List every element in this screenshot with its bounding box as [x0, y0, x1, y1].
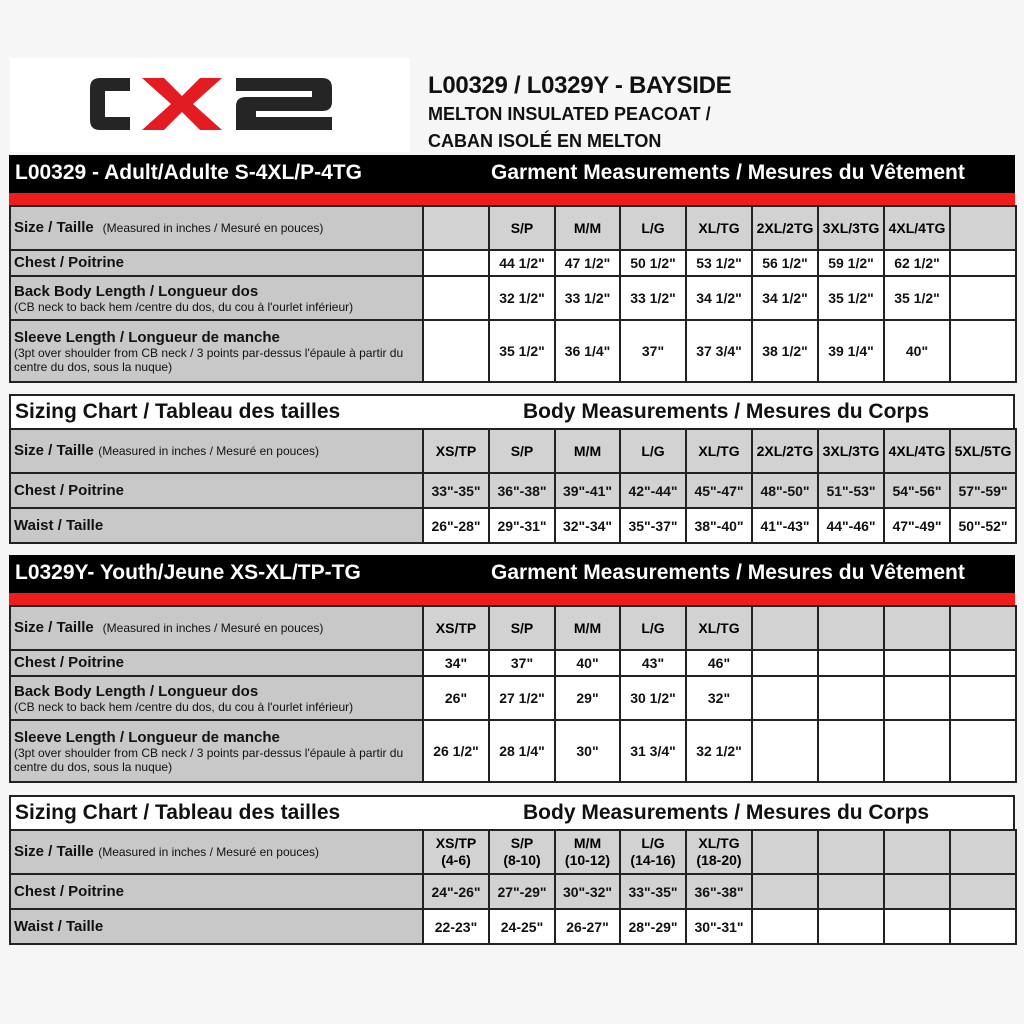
value-cell: 29"-31" — [489, 508, 555, 543]
value-cell — [752, 720, 818, 782]
size-cell: 2XL/2TG — [752, 429, 818, 473]
value-cell: 27"-29" — [489, 874, 555, 909]
value-cell: 32"-34" — [555, 508, 620, 543]
size-cell: 3XL/3TG — [818, 206, 884, 250]
row-note: (3pt over shoulder from CB neck / 3 points par-dessus l'épaule à partir du — [14, 345, 404, 360]
value-cell: 57"-59" — [950, 473, 1016, 508]
size-cell: 2XL/2TG — [752, 206, 818, 250]
value-cell: 31 3/4" — [620, 720, 686, 782]
value-cell — [950, 250, 1016, 276]
value-cell: 28 1/4" — [489, 720, 555, 782]
size-cell: 5XL/5TG — [950, 429, 1016, 473]
value-cell: 30"-31" — [686, 909, 752, 944]
table-row — [10, 874, 1016, 909]
size-cell: XL/TG — [686, 429, 752, 473]
value-cell — [884, 909, 950, 944]
adult-garment-table — [9, 205, 1017, 383]
value-cell: 33 1/2" — [555, 276, 620, 320]
cx2-logo-icon — [86, 74, 338, 134]
youth-garment-title: L0329Y- Youth/Jeune XS-XL/TP-TG — [15, 561, 361, 584]
value-cell — [950, 874, 1016, 909]
row-label: Sleeve Length / Longueur de manche — [14, 728, 280, 746]
value-cell: 39 1/4" — [818, 320, 884, 382]
size-cell: 4XL/4TG — [884, 429, 950, 473]
row-label: Sleeve Length / Longueur de manche — [14, 328, 280, 346]
value-cell: 62 1/2" — [884, 250, 950, 276]
size-cell: L/G (14-16) — [620, 830, 686, 874]
size-cell: XS/TP — [423, 606, 489, 650]
size-cell — [950, 830, 1016, 874]
size-cell: XS/TP (4-6) — [423, 830, 489, 874]
value-cell: 29" — [555, 676, 620, 720]
value-cell — [752, 874, 818, 909]
value-cell: 38 1/2" — [752, 320, 818, 382]
value-cell: 36 1/4" — [555, 320, 620, 382]
value-cell — [818, 909, 884, 944]
product-subtitle-en: MELTON INSULATED PEACOAT / — [428, 104, 711, 124]
size-header-row — [10, 830, 1016, 874]
adult-garment-header — [9, 155, 1015, 193]
size-cell: XL/TG — [686, 206, 752, 250]
size-cell: M/M — [555, 606, 620, 650]
size-cell: L/G — [620, 206, 686, 250]
value-cell — [884, 676, 950, 720]
size-cell — [950, 206, 1016, 250]
value-cell: 26"-28" — [423, 508, 489, 543]
youth-body-title: Sizing Chart / Tableau des tailles — [15, 801, 341, 824]
youth-body-table — [9, 829, 1017, 945]
value-cell — [884, 874, 950, 909]
size-cell — [818, 830, 884, 874]
brand-logo — [10, 58, 410, 152]
value-cell — [423, 276, 489, 320]
youth-body-subtitle: Body Measurements / Mesures du Corps — [523, 801, 930, 824]
adult-body-table — [9, 428, 1017, 544]
size-cell — [884, 606, 950, 650]
size-header-row — [10, 429, 1016, 473]
value-cell: 36"-38" — [686, 874, 752, 909]
value-cell: 27 1/2" — [489, 676, 555, 720]
value-cell: 26 1/2" — [423, 720, 489, 782]
value-cell — [752, 676, 818, 720]
value-cell: 36"-38" — [489, 473, 555, 508]
value-cell: 32 1/2" — [686, 720, 752, 782]
size-cell — [818, 606, 884, 650]
size-cell: S/P — [489, 429, 555, 473]
value-cell: 46" — [686, 650, 752, 676]
value-cell — [950, 909, 1016, 944]
value-cell: 51"-53" — [818, 473, 884, 508]
value-cell: 43" — [620, 650, 686, 676]
youth-garment-subtitle: Garment Measurements / Mesures du Vêtement — [491, 561, 965, 584]
adult-garment-subtitle: Garment Measurements / Mesures du Vêtement — [491, 161, 965, 184]
row-label: Back Body Length / Longueur dos — [14, 682, 259, 700]
value-cell: 59 1/2" — [818, 250, 884, 276]
table-row — [10, 250, 1016, 276]
size-cell: XL/TG (18-20) — [686, 830, 752, 874]
youth-garment-table — [9, 605, 1017, 783]
size-cell: S/P — [489, 206, 555, 250]
size-cell — [950, 606, 1016, 650]
value-cell: 26-27" — [555, 909, 620, 944]
value-cell — [423, 320, 489, 382]
row-label: Chest / Poitrine — [14, 882, 125, 900]
value-cell: 34 1/2" — [686, 276, 752, 320]
value-cell: 44 1/2" — [489, 250, 555, 276]
product-subtitle-fr: CABAN ISOLÉ EN MELTON — [428, 131, 662, 151]
table-row — [10, 508, 1016, 543]
row-label: Chest / Poitrine — [14, 254, 125, 271]
value-cell: 47"-49" — [884, 508, 950, 543]
value-cell: 35 1/2" — [818, 276, 884, 320]
value-cell: 48"-50" — [752, 473, 818, 508]
value-cell: 28"-29" — [620, 909, 686, 944]
value-cell — [950, 676, 1016, 720]
value-cell — [423, 250, 489, 276]
size-cell: XS/TP — [423, 429, 489, 473]
value-cell — [884, 720, 950, 782]
value-cell — [950, 650, 1016, 676]
table-row — [10, 650, 1016, 676]
table-row — [10, 276, 1016, 320]
row-note: centre du dos, sous la nuque) — [14, 359, 173, 374]
value-cell: 26" — [423, 676, 489, 720]
size-cell: L/G — [620, 606, 686, 650]
value-cell: 34" — [423, 650, 489, 676]
size-header-row — [10, 606, 1016, 650]
row-label: Chest / Poitrine — [14, 654, 125, 671]
value-cell: 33 1/2" — [620, 276, 686, 320]
value-cell — [950, 320, 1016, 382]
size-cell — [752, 830, 818, 874]
size-label-cell: Size / Taille (Measured in inches / Mesuré en pouces) — [10, 830, 423, 874]
value-cell: 53 1/2" — [686, 250, 752, 276]
product-title: L00329 / L0329Y - BAYSIDE — [428, 72, 732, 99]
value-cell: 37" — [620, 320, 686, 382]
value-cell — [950, 276, 1016, 320]
value-cell — [752, 909, 818, 944]
size-cell: M/M — [555, 429, 620, 473]
value-cell: 44"-46" — [818, 508, 884, 543]
value-cell: 35 1/2" — [489, 320, 555, 382]
size-cell: 4XL/4TG — [884, 206, 950, 250]
value-cell: 32" — [686, 676, 752, 720]
adult-body-title: Sizing Chart / Tableau des tailles — [15, 400, 341, 423]
youth-garment-header — [9, 555, 1015, 593]
row-label: Waist / Taille — [14, 917, 104, 935]
value-cell — [950, 720, 1016, 782]
value-cell: 40" — [555, 650, 620, 676]
row-note: (CB neck to back hem /centre du dos, du cou à l'ourlet inférieur) — [14, 299, 354, 314]
value-cell — [818, 874, 884, 909]
table-row — [10, 720, 1016, 782]
value-cell — [818, 650, 884, 676]
row-note: centre du dos, sous la nuque) — [14, 759, 173, 774]
value-cell — [818, 676, 884, 720]
size-cell: M/M (10-12) — [555, 830, 620, 874]
value-cell: 50 1/2" — [620, 250, 686, 276]
value-cell — [818, 720, 884, 782]
value-cell: 22-23" — [423, 909, 489, 944]
size-cell — [423, 206, 489, 250]
value-cell: 30 1/2" — [620, 676, 686, 720]
size-cell — [752, 606, 818, 650]
size-label-cell: Size / Taille (Measured in inches / Mesuré en pouces) — [10, 206, 423, 250]
value-cell: 39"-41" — [555, 473, 620, 508]
size-cell: 3XL/3TG — [818, 429, 884, 473]
size-cell: S/P — [489, 606, 555, 650]
red-divider — [9, 593, 1015, 605]
size-label-cell: Size / Taille (Measured in inches / Mesuré en pouces) — [10, 606, 423, 650]
row-note: (3pt over shoulder from CB neck / 3 points par-dessus l'épaule à partir du — [14, 745, 404, 760]
row-label: Chest / Poitrine — [14, 481, 125, 499]
value-cell: 40" — [884, 320, 950, 382]
adult-garment-title: L00329 - Adult/Adulte S-4XL/P-4TG — [15, 161, 362, 184]
table-row — [10, 473, 1016, 508]
value-cell — [884, 650, 950, 676]
value-cell: 54"-56" — [884, 473, 950, 508]
size-cell: M/M — [555, 206, 620, 250]
size-cell: XL/TG — [686, 606, 752, 650]
value-cell: 56 1/2" — [752, 250, 818, 276]
value-cell: 33"-35" — [423, 473, 489, 508]
size-cell: S/P (8-10) — [489, 830, 555, 874]
value-cell: 37 3/4" — [686, 320, 752, 382]
value-cell: 35"-37" — [620, 508, 686, 543]
value-cell: 50"-52" — [950, 508, 1016, 543]
value-cell: 30" — [555, 720, 620, 782]
value-cell: 32 1/2" — [489, 276, 555, 320]
size-cell: L/G — [620, 429, 686, 473]
value-cell: 24-25" — [489, 909, 555, 944]
size-header-row — [10, 206, 1016, 250]
row-label: Back Body Length / Longueur dos — [14, 282, 259, 300]
value-cell: 24"-26" — [423, 874, 489, 909]
value-cell: 35 1/2" — [884, 276, 950, 320]
value-cell — [752, 650, 818, 676]
size-cell — [884, 830, 950, 874]
row-label: Waist / Taille — [14, 516, 104, 534]
table-row — [10, 320, 1016, 382]
value-cell: 34 1/2" — [752, 276, 818, 320]
adult-body-subtitle: Body Measurements / Mesures du Corps — [523, 400, 930, 423]
value-cell: 42"-44" — [620, 473, 686, 508]
red-divider — [9, 193, 1015, 205]
value-cell: 47 1/2" — [555, 250, 620, 276]
value-cell: 30"-32" — [555, 874, 620, 909]
value-cell: 41"-43" — [752, 508, 818, 543]
value-cell: 33"-35" — [620, 874, 686, 909]
table-row — [10, 676, 1016, 720]
table-row — [10, 909, 1016, 944]
adult-body-header — [9, 394, 1015, 428]
value-cell: 38"-40" — [686, 508, 752, 543]
row-note: (CB neck to back hem /centre du dos, du cou à l'ourlet inférieur) — [14, 699, 354, 714]
youth-body-header — [9, 795, 1015, 829]
size-label-cell: Size / Taille (Measured in inches / Mesuré en pouces) — [10, 429, 423, 473]
value-cell: 37" — [489, 650, 555, 676]
value-cell: 45"-47" — [686, 473, 752, 508]
